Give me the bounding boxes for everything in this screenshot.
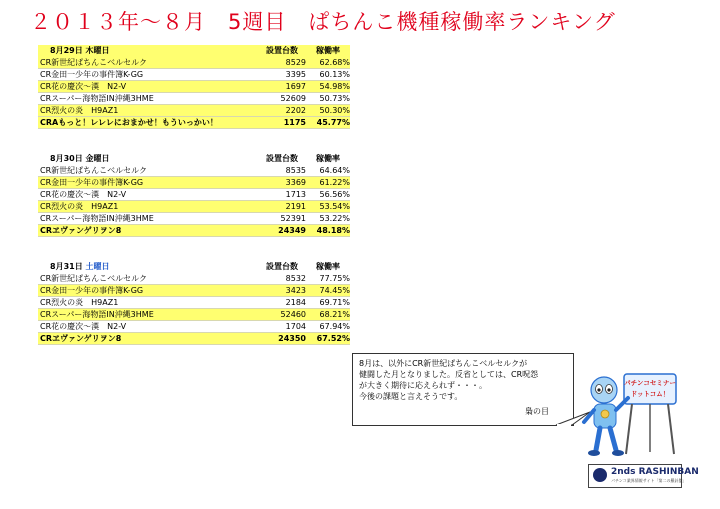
table-header [38,261,350,273]
table-row: CR花の慶次～漢 N2-V 1704 67.94% [40,322,350,331]
table-row: CR烈火の炎 H9AZ1 2191 53.54% [40,202,350,211]
units-header: 設置台数 [266,154,298,163]
table-header [38,45,350,57]
table-row: CRスーパー海物語IN沖縄3HME 52609 50.73% [40,94,350,103]
table-row: CR花の慶次～漢 N2-V 1713 56.56% [40,190,350,199]
table-header [38,153,350,165]
comment-line: 8月は、以外にCR新世紀ぱちんこベルセルクが [359,359,528,368]
table-row: CR新世紀ぱちんこベルセルク 8535 64.64% [40,166,350,175]
sign-text-1: パチンコセミナー [624,379,676,387]
table-row: CRAもっと！レレレにおまかせ！もういっかい！ 1175 45.77% [40,118,350,127]
table-row: CR烈火の炎 H9AZ1 2184 69.71% [40,298,350,307]
rate-header: 稼働率 [316,262,340,271]
table-row: CRスーパー海物語IN沖縄3HME 52391 53.22% [40,214,350,223]
comment-line: が大きく期待に応えられず・・・。 [359,381,487,390]
ranking-table-day2 [38,153,350,237]
table-row: CR新世紀ぱちんこベルセルク 8529 62.68% [40,58,350,67]
table-row: CR花の慶次～漢 N2-V 1697 54.98% [40,82,350,91]
ranking-table-day3 [38,261,350,345]
table-row: CRスーパー海物語IN沖縄3HME 52460 68.21% [40,310,350,319]
table-row: CRヱヴァンゲリヲン8 24349 48.18% [40,226,350,235]
date-label: 8月30日 金曜日 [50,154,110,163]
table-row: CR烈火の炎 H9AZ1 2202 50.30% [40,106,350,115]
page-title: ２０１３年～８月 5週目 ぱちんこ機種稼働率ランキング [30,10,616,34]
rashinban-logo [588,464,699,488]
date-label: 8月31日 土曜日 [50,262,110,271]
units-header: 設置台数 [266,262,298,271]
comment-line: 健闘した月となりました。反省としては、CR呪怨 [359,370,539,379]
table-row: CRヱヴァンゲリヲン8 24350 67.52% [40,334,350,343]
comment-line: 今後の課題と言えそうです。 [359,392,463,401]
logo-name: 2nds RASHINBAN [611,467,699,477]
date-label: 8月29日 木曜日 [50,46,110,55]
rate-header: 稼働率 [316,154,340,163]
robot-mascot-icon [572,368,692,458]
logo-tagline: パチンコ業界情報サイト「第二の羅針盤」 [611,478,687,483]
ranking-table-day1 [38,45,350,129]
comment-bubble [352,353,574,426]
table-row: CR金田一少年の事件簿K-GG 3369 61.22% [40,178,350,187]
comment-signature: 梟の目 [525,407,549,416]
logo-mark-icon [593,468,607,482]
units-header: 設置台数 [266,46,298,55]
rate-header: 稼働率 [316,46,340,55]
sign-text-2: ドットコム！ [630,390,670,398]
table-row: CR金田一少年の事件簿K-GG 3395 60.13% [40,70,350,79]
table-row: CR新世紀ぱちんこベルセルク 8532 77.75% [40,274,350,283]
table-row: CR金田一少年の事件簿K-GG 3423 74.45% [40,286,350,295]
